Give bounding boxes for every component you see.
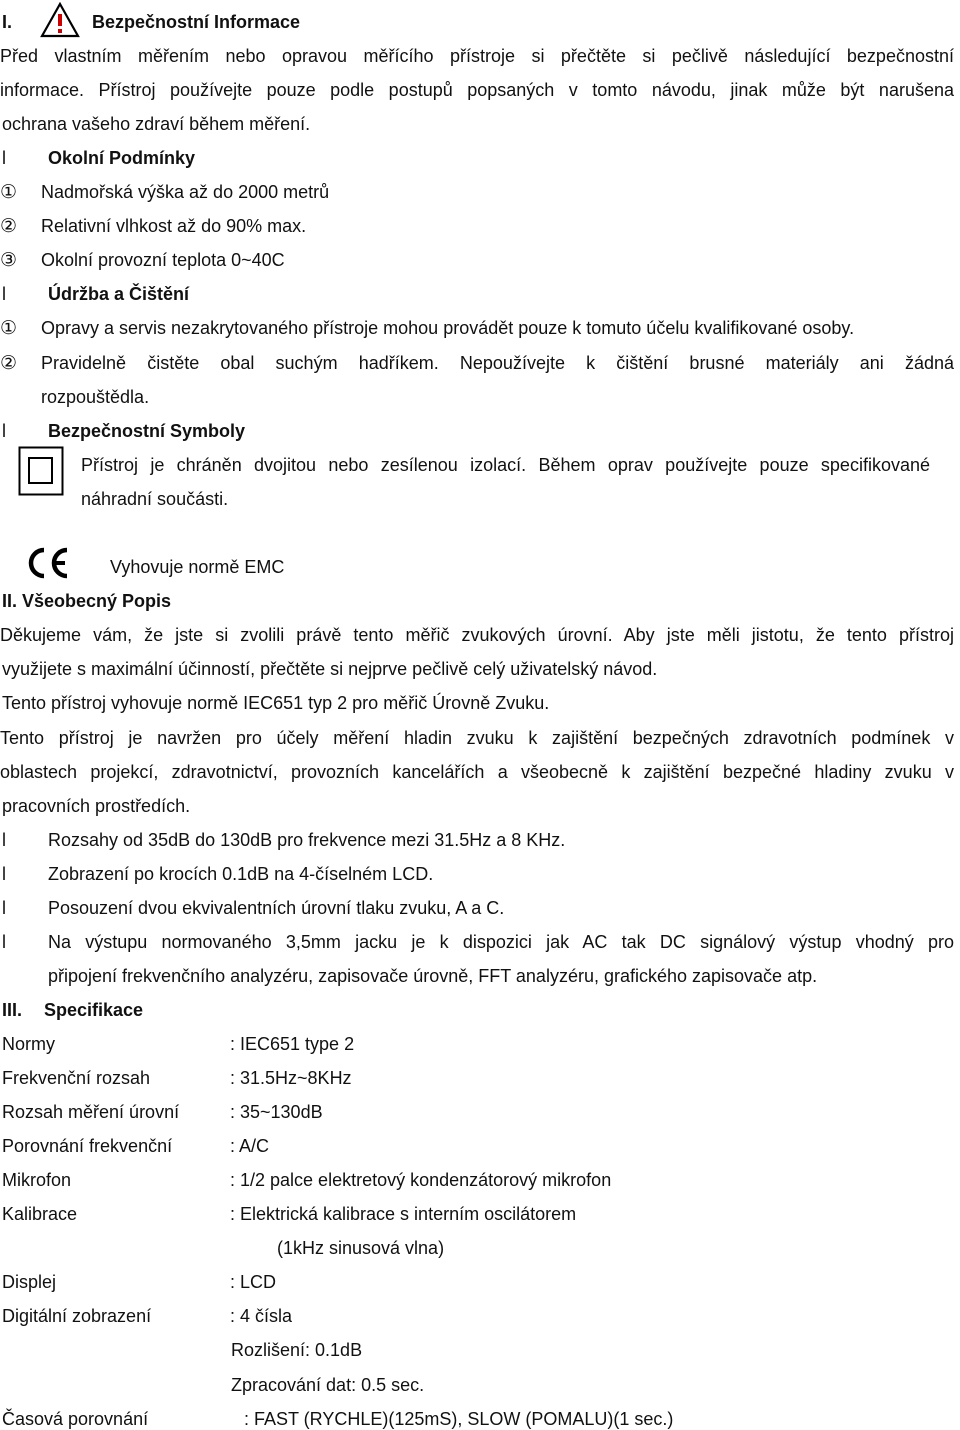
spec-label: Digitální zobrazení: [2, 1306, 152, 1326]
bullet-marker: l: [2, 148, 6, 168]
paragraph-line: Tento přístroj je navržen pro účely měření hladin zvuku k zajištění bezpečných zdravotních podmínek v: [0, 728, 954, 748]
intro-line: Před vlastním měřením nebo opravou měřícího přístroje si přečtěte si pečlivě následující bezpečnostní: [0, 46, 954, 66]
list-item-cont: rozpouštědla.: [41, 387, 150, 407]
list-item: Nadmořská výška až do 2000 metrů: [41, 182, 330, 202]
feature-item: Posouzení dvou ekvivalentních úrovní tlaku zvuku, A a C.: [48, 898, 505, 918]
bullet-marker: l: [2, 284, 6, 304]
symbol-description: náhradní součásti.: [81, 489, 229, 509]
list-item: Pravidelně čistěte obal suchým hadříkem. Nepoužívejte k čištění brusné materiály ani žádná: [41, 353, 954, 373]
spec-label: Mikrofon: [2, 1170, 72, 1190]
feature-item: Zobrazení po krocích 0.1dB na 4-číselném LCD.: [48, 864, 434, 884]
spec-value: : LCD: [230, 1272, 277, 1292]
spec-label: Časová porovnání: [2, 1409, 149, 1429]
feature-item: Rozsahy od 35dB do 130dB pro frekvence mezi 31.5Hz a 8 KHz.: [48, 830, 566, 850]
spec-label: Kalibrace: [2, 1204, 78, 1224]
spec-value: : A/C: [230, 1136, 270, 1156]
spec-value: : 4 čísla: [230, 1306, 293, 1326]
paragraph-line: Tento přístroj vyhovuje normě IEC651 typ 2 pro měřič Úrovně Zvuku.: [2, 693, 550, 713]
double-square-icon: [18, 446, 64, 496]
spec-value-cont: Rozlišení: 0.1dB: [231, 1340, 363, 1360]
spec-value: : 31.5Hz~8KHz: [230, 1068, 352, 1088]
list-number: ③: [0, 249, 18, 271]
spec-value: : IEC651 type 2: [230, 1034, 355, 1054]
paragraph-line: pracovních prostředích.: [2, 796, 191, 816]
list-item: Relativní vlhkost až do 90% max.: [41, 216, 307, 236]
intro-line: ochrana vašeho zdraví během měření.: [2, 114, 311, 134]
bullet-marker: l: [2, 864, 6, 884]
subsection-title: Okolní Podmínky: [48, 148, 196, 168]
symbol-description: Přístroj je chráněn dvojitou nebo zesílenou izolací. Během oprav používejte pouze specifikované: [81, 455, 930, 475]
spec-label: Normy: [2, 1034, 55, 1054]
list-number: ②: [0, 352, 18, 374]
spec-value-cont: (1kHz sinusová vlna): [277, 1238, 445, 1258]
spec-label: Displej: [2, 1272, 57, 1292]
spec-value: : 1/2 palce elektretový kondenzátorový mikrofon: [230, 1170, 612, 1190]
feature-item: Na výstupu normovaného 3,5mm jacku je k dispozici jak AC tak DC signálový výstup vhodný pro: [48, 932, 954, 952]
section-title: Bezpečnostní Informace: [92, 12, 301, 32]
feature-item-cont: připojení frekvenčního analyzéru, zapisovače úrovně, FFT analyzéru, grafického zapisovače atp.: [48, 966, 818, 986]
list-number: ②: [0, 215, 18, 237]
section-title: Specifikace: [44, 1000, 144, 1020]
spec-label: Porovnání frekvenční: [2, 1136, 173, 1156]
spec-label: Frekvenční rozsah: [2, 1068, 151, 1088]
bullet-marker: l: [2, 898, 6, 918]
bullet-marker: l: [2, 421, 6, 441]
list-item: Opravy a servis nezakrytovaného přístroje mohou provádět pouze k tomuto účelu kvalifikované osoby.: [41, 318, 855, 338]
subsection-title: Údržba a Čištění: [48, 284, 190, 304]
paragraph-line: Děkujeme vám, že jste si zvolili právě tento měřič zvukových úrovní. Aby jste měli jistotu, že tento přístroj: [0, 625, 954, 645]
section-number: I.: [2, 12, 13, 32]
paragraph-line: oblastech projekcí, zdravotnictví, provozních kancelářích a všeobecně k zajištění bezpečné hladiny zvuku v: [0, 762, 954, 782]
section-title: II. Všeobecný Popis: [2, 591, 172, 611]
paragraph-line: využijete s maximální účinností, přečtěte si nejprve pečlivě celý uživatelský návod.: [2, 659, 658, 679]
section-number: III.: [2, 1000, 23, 1020]
list-item: Okolní provozní teplota 0~40C: [41, 250, 285, 270]
ce-description: Vyhovuje normě EMC: [110, 557, 285, 577]
spec-value: : 35~130dB: [230, 1102, 323, 1122]
list-number: ①: [0, 317, 18, 339]
subsection-title: Bezpečnostní Symboly: [48, 421, 246, 441]
ce-mark-icon: [25, 545, 71, 581]
spec-value: : FAST (RYCHLE)(125mS), SLOW (POMALU)(1 sec.): [244, 1409, 674, 1429]
bullet-marker: l: [2, 932, 6, 952]
intro-line: informace. Přístroj používejte pouze podle postupů popsaných v tomto návodu, jinak může být narušena: [0, 80, 954, 100]
bullet-marker: l: [2, 830, 6, 850]
warning-triangle-icon: [40, 2, 80, 38]
list-number: ①: [0, 181, 18, 203]
spec-label: Rozsah měření úrovní: [2, 1102, 180, 1122]
spec-value: : Elektrická kalibrace s interním oscilátorem: [230, 1204, 577, 1224]
spec-value-cont: Zpracování dat: 0.5 sec.: [231, 1375, 425, 1395]
